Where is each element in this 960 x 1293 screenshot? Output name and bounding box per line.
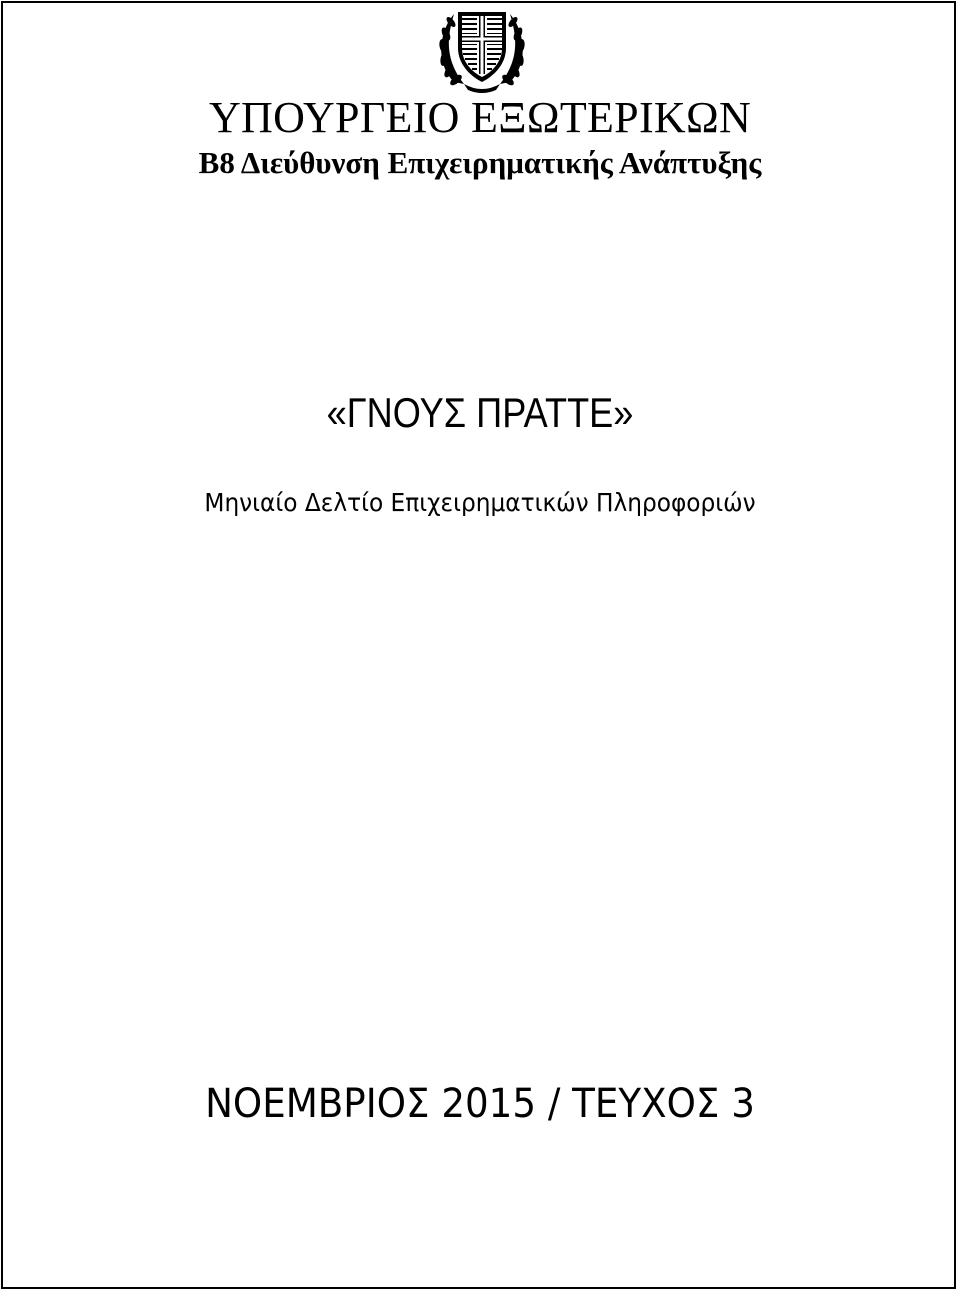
bulletin-subtitle: Μηνιαίο Δελτίο Επιχειρηματικών Πληροφοριών [204,488,756,517]
greek-coat-of-arms-icon [434,4,530,94]
ministry-title: ΥΠΟΥΡΓΕΙΟ ΕΞΩΤΕΡΙΚΩΝ [208,93,752,142]
bulletin-name: «ΓΝΟΥΣ ΠΡΑΤΤΕ» [326,389,634,436]
directorate-subtitle: Β8 Διεύθυνση Επιχειρηματικής Ανάπτυξης [198,145,762,180]
issue-info: ΝΟΕΜΒΡΙΟΣ 2015 / ΤΕΥΧΟΣ 3 [205,1081,755,1127]
